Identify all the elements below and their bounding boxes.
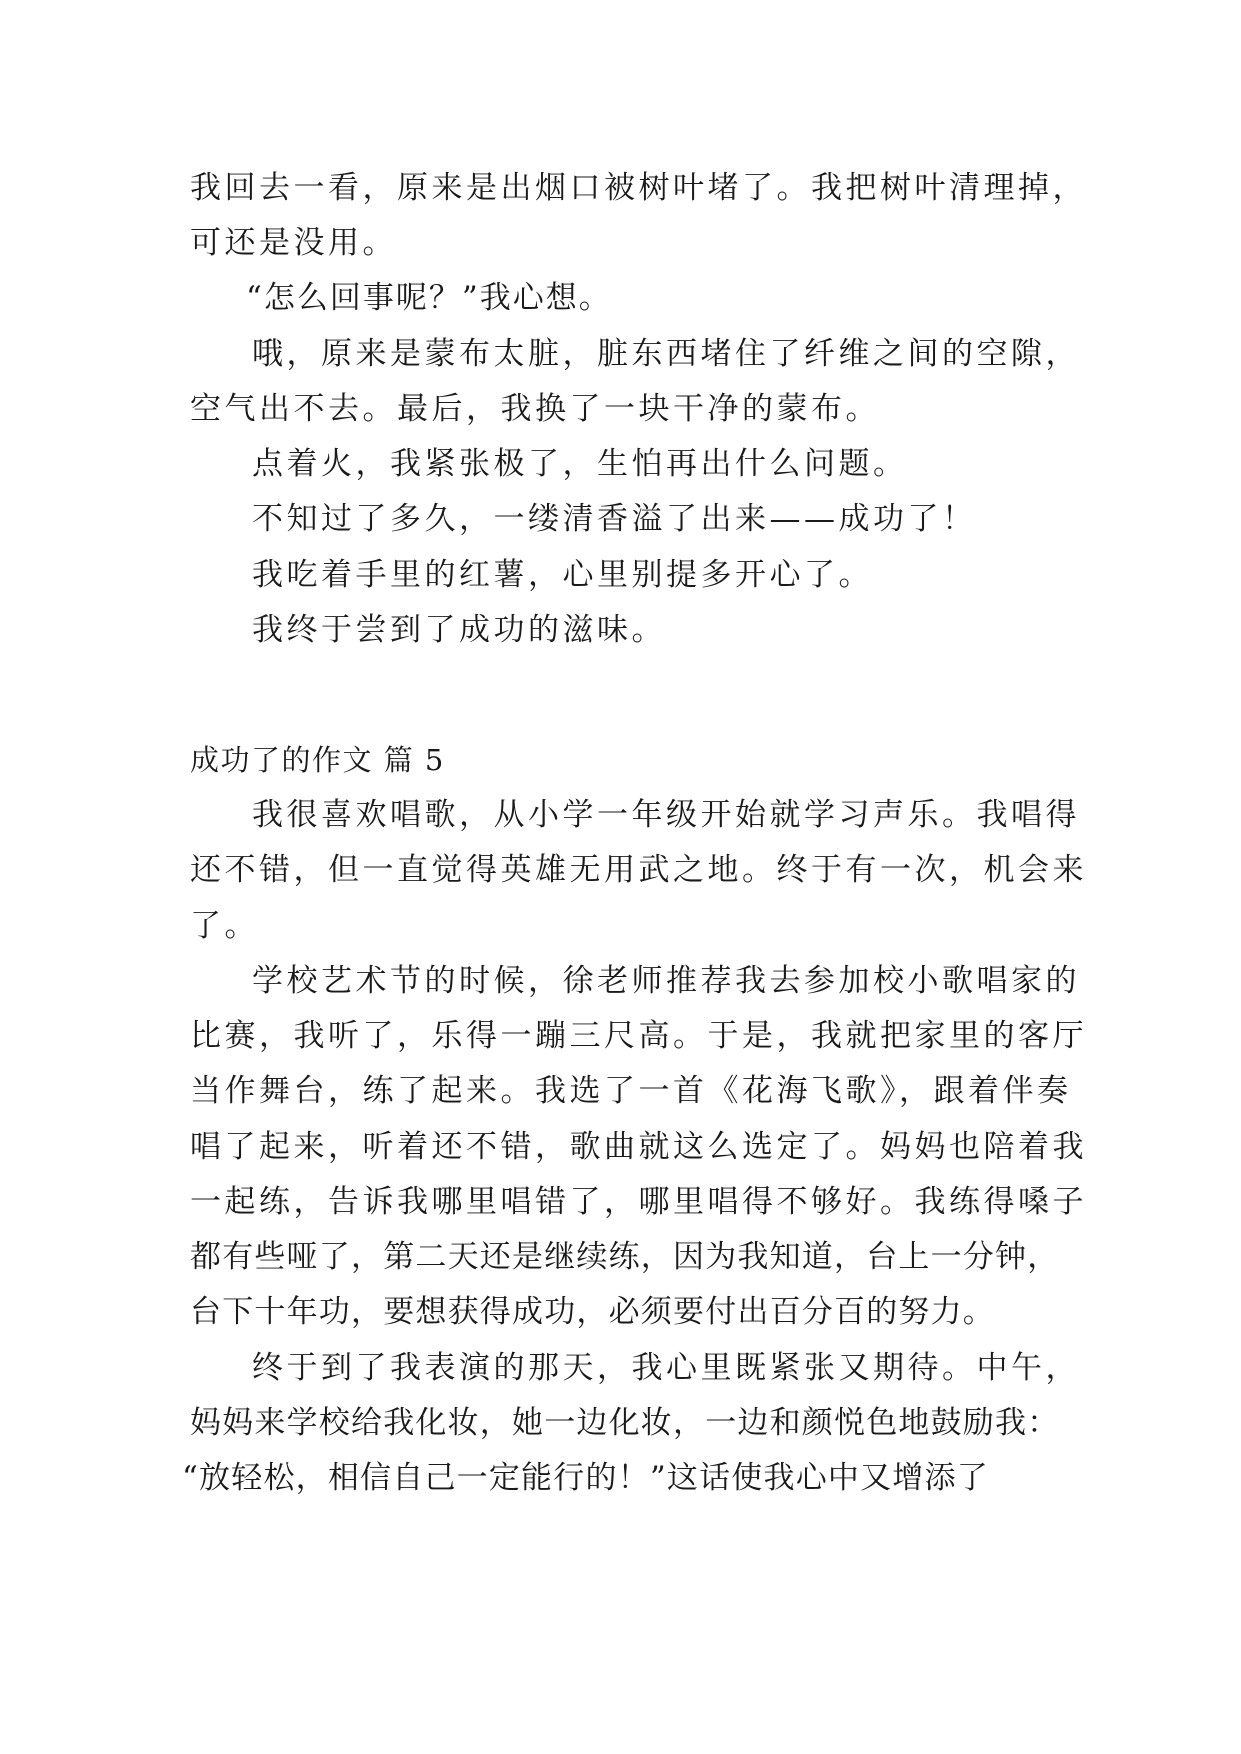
text-line: 一起练，告诉我哪里唱错了，哪里唱得不够好。我练得嗓子	[190, 1184, 1087, 1220]
essay-title: 成功了的作文 篇 5	[190, 743, 445, 777]
text-line: “怎么回事呢？”我心想。	[246, 280, 612, 316]
text-line: 我回去一看，原来是出烟口被树叶堵了。我把树叶清理掉，	[190, 170, 1087, 206]
text-line: 还不错，但一直觉得英雄无用武之地。终于有一次，机会来	[190, 852, 1087, 888]
text-line: 比赛，我听了，乐得一蹦三尺高。于是，我就把家里的客厅	[190, 1018, 1087, 1054]
text-line: 学校艺术节的时候，徐老师推荐我去参加校小歌唱家的	[252, 963, 1080, 999]
text-line: 可还是没用。	[190, 225, 397, 261]
text-line: “放轻松，相信自己一定能行的！”这话使我心中又增添了	[182, 1460, 989, 1496]
text-line: 了。	[190, 908, 259, 944]
text-line: 都有些哑了，第二天还是继续练，因为我知道，台上一分钟，	[190, 1239, 1060, 1275]
text-line: 妈妈来学校给我化妆，她一边化妆，一边和颜悦色地鼓励我：	[190, 1405, 1060, 1441]
text-line: 当作舞台，练了起来。我选了一首《花海飞歌》，跟着伴奏	[190, 1073, 1072, 1109]
text-line: 我终于尝到了成功的滋味。	[252, 612, 666, 648]
text-line: 台下十年功，要想获得成功，必须要付出百分百的努力。	[190, 1294, 995, 1330]
text-line: 唱了起来，听着还不错，歌曲就这么选定了。妈妈也陪着我	[190, 1129, 1087, 1165]
text-line: 点着火，我紧张极了，生怕再出什么问题。	[252, 446, 908, 482]
text-line: 我吃着手里的红薯，心里别提多开心了。	[252, 557, 873, 593]
text-line: 不知过了多久，一缕清香溢了出来——成功了！	[252, 501, 977, 537]
text-line: 终于到了我表演的那天，我心里既紧张又期待。中午，	[252, 1350, 1080, 1386]
text-line: 哦，原来是蒙布太脏，脏东西堵住了纤维之间的空隙，	[252, 336, 1080, 372]
text-line: 我很喜欢唱歌，从小学一年级开始就学习声乐。我唱得	[252, 797, 1080, 833]
text-line: 空气出不去。最后，我换了一块干净的蒙布。	[190, 391, 880, 427]
